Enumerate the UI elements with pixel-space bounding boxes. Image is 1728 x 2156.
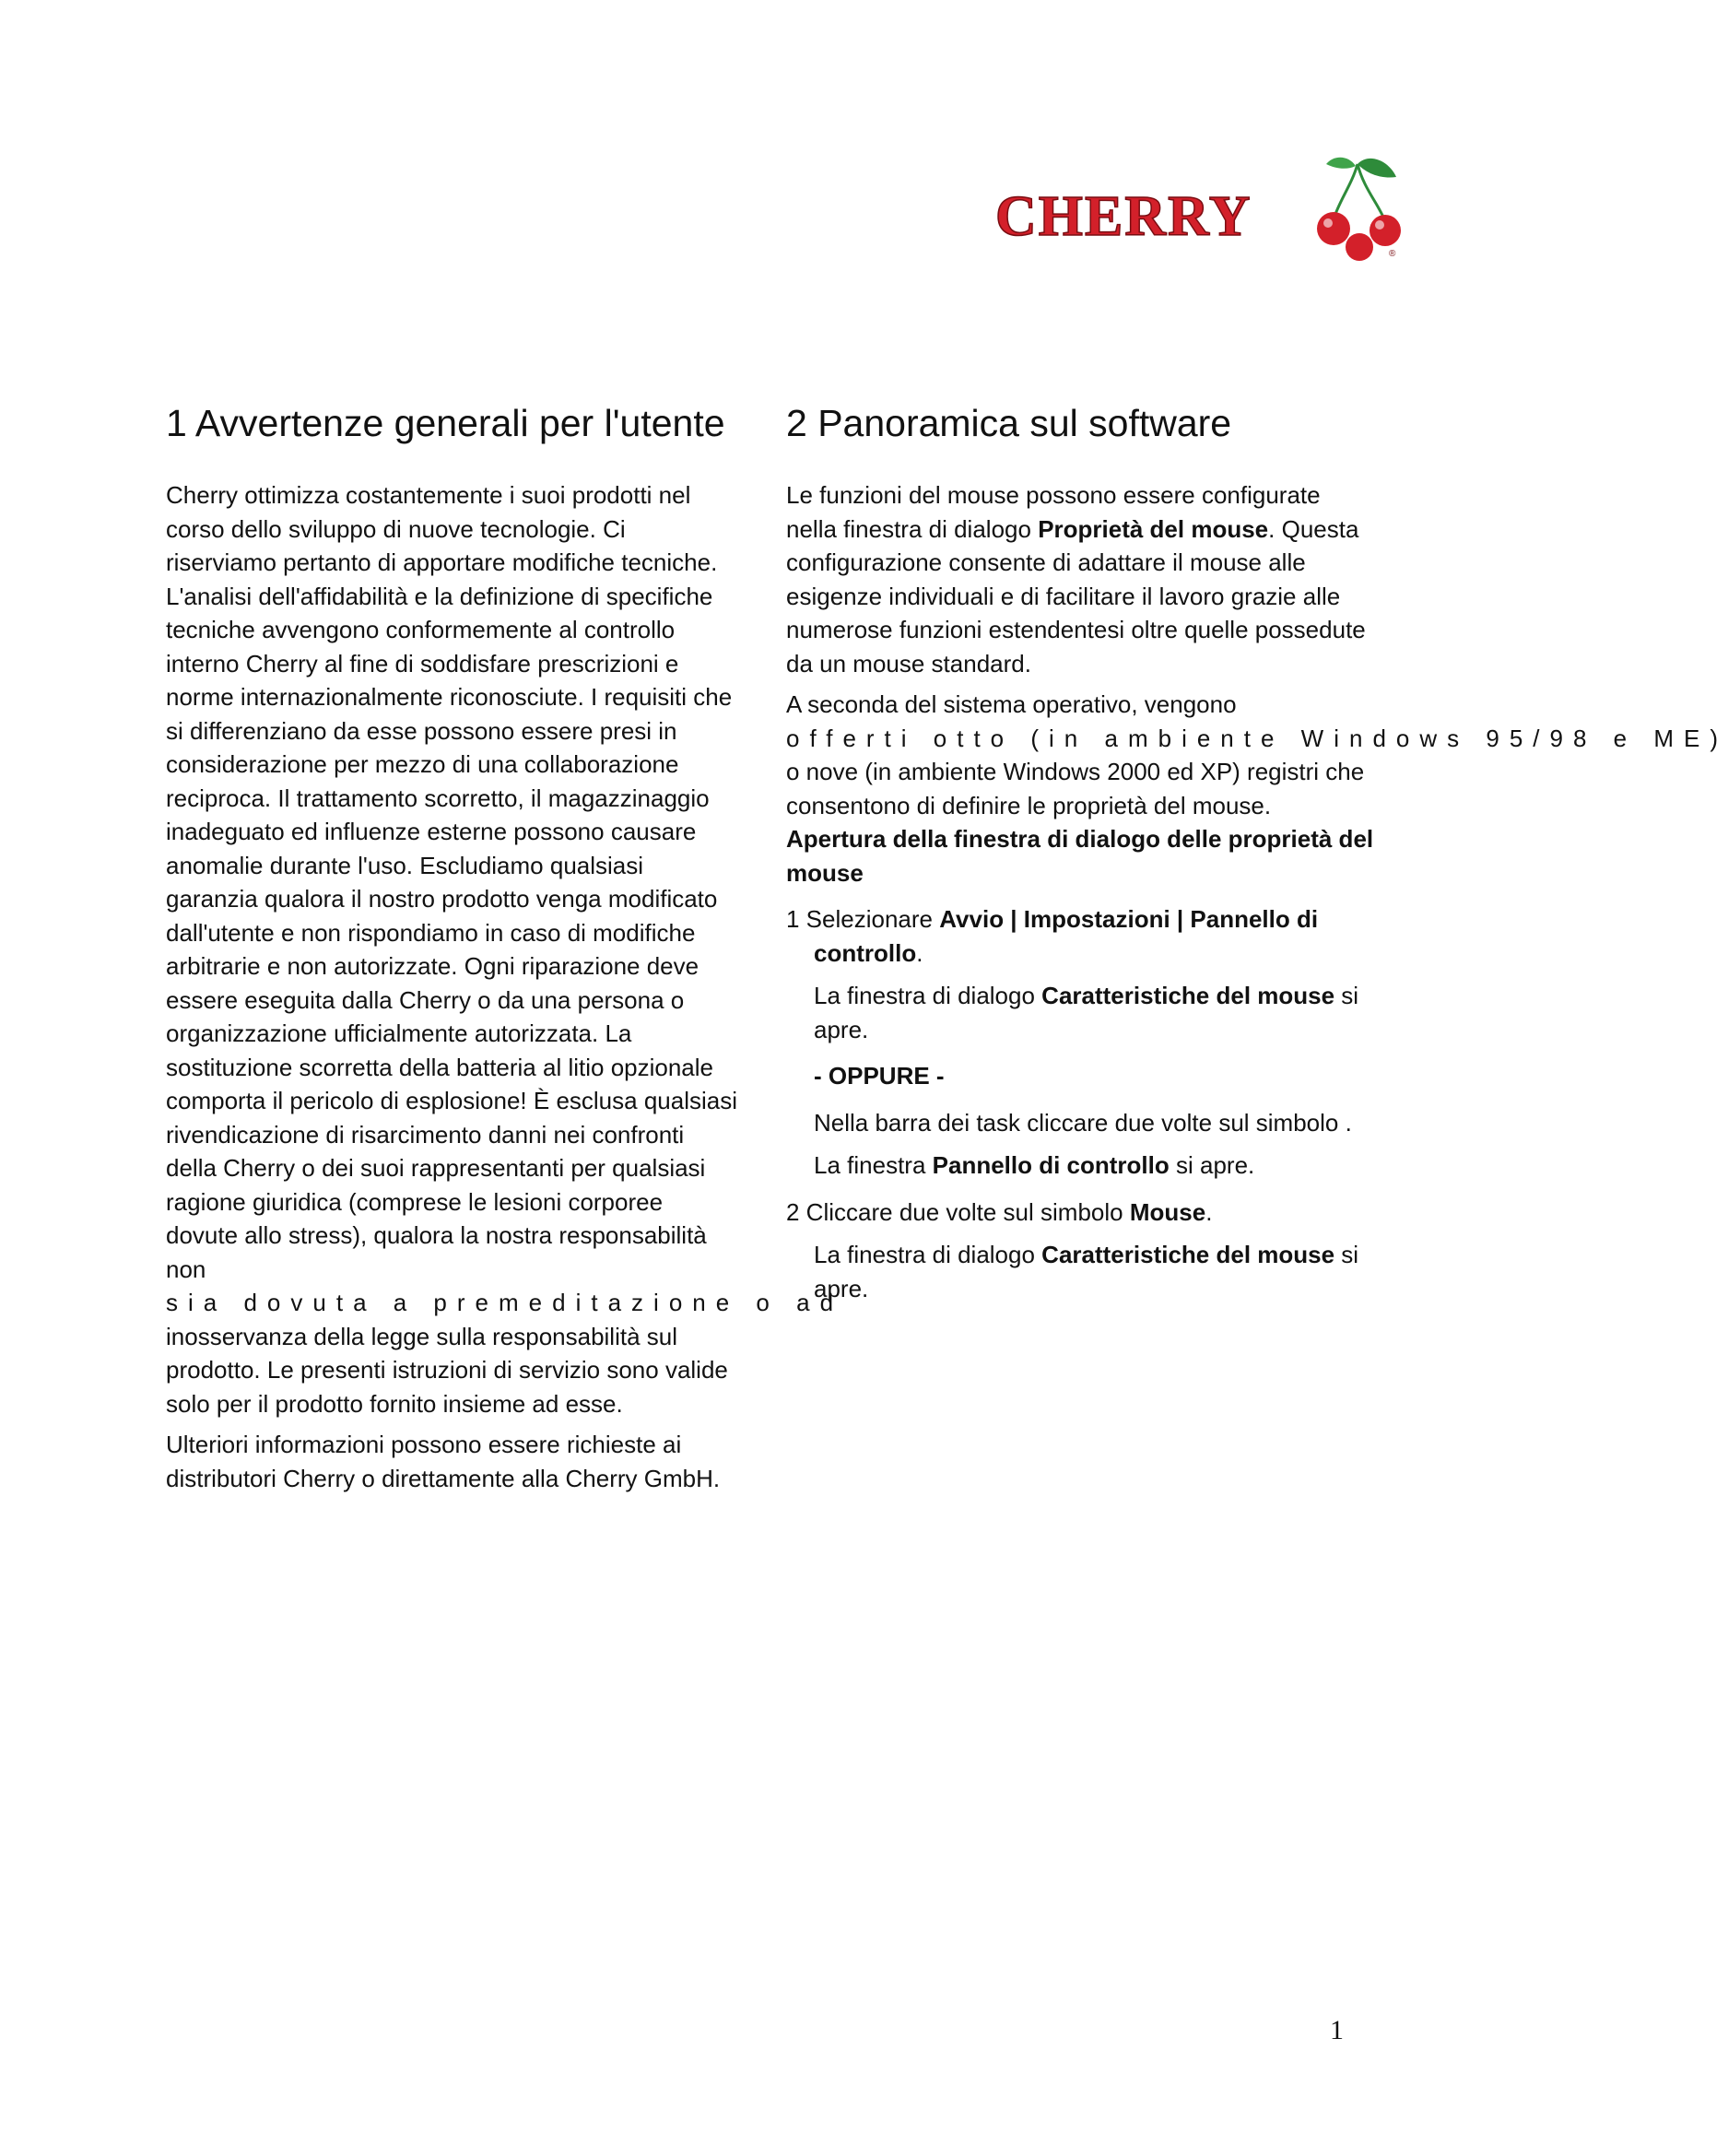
os-registers-paragraph xyxy=(786,688,1728,822)
registered-mark: ® xyxy=(1389,249,1396,259)
left-column xyxy=(166,398,844,1495)
step-1-result xyxy=(786,979,1376,1046)
step-2-bold: Mouse xyxy=(1129,1197,1206,1226)
cherry-logo-graphic xyxy=(991,147,1415,258)
step-2-result-b: si apre. xyxy=(814,1241,1359,1302)
os-text-spaced: offerti otto (in ambiente Windows 95/98 e ME) xyxy=(786,724,1728,752)
intro-text-b: . Questa configurazione consente di adattare il mouse alle esigenze individuali e di facilitare il lavoro grazie alle numerose funzioni estendentesi oltre quelle possedute da un mouse standard. xyxy=(786,514,1366,677)
step-1-result-b: si apre. xyxy=(814,982,1359,1043)
step-2-text-a: 2 Cliccare due volte sul simbolo xyxy=(786,1197,1130,1226)
page-number: 1 xyxy=(1330,2015,1344,2045)
further-info-paragraph: Ulteriori informazioni possono essere richieste ai distributori Cherry o direttamente alla Cherry GmbH. xyxy=(166,1431,721,1492)
step-2-text-b: . xyxy=(1205,1197,1213,1226)
taskbar-alternative: Nella barra dei task cliccare due volte sul simbolo . xyxy=(814,1108,1352,1137)
section-heading-2: 2 Panoramica sul software xyxy=(786,402,1232,444)
software-intro-paragraph xyxy=(786,478,1376,680)
general-notes-text-b: inosservanza della legge sulla responsabilità sul prodotto. Le presenti istruzioni di servizio sono valide solo per il prodotto fornito insieme ad esse. xyxy=(166,1322,728,1418)
general-notes-text-spaced: sia dovuta a premeditazione o ad xyxy=(166,1289,844,1316)
step-1-result-bold: Caratteristiche del mouse xyxy=(1041,982,1335,1009)
step-1-bold: Avvio | Impostazioni | Pannello di controllo xyxy=(814,905,1319,967)
step-1-text-b: . xyxy=(916,938,923,967)
step-1-text-a: 1 Selezionare xyxy=(786,905,940,933)
os-text-a: A seconda del sistema operativo, vengono xyxy=(786,690,1237,718)
intro-bold-properties: Proprietà del mouse xyxy=(1038,514,1269,543)
right-column xyxy=(786,398,1728,1305)
control-panel-result-a: La finestra xyxy=(814,1151,933,1179)
os-text-b: o nove (in ambiente Windows 2000 ed XP) registri che consentono di definire le proprietà del mouse. xyxy=(786,758,1365,819)
oppure-label: - OPPURE - xyxy=(814,1062,945,1090)
step-1 xyxy=(786,902,1376,970)
control-panel-result-bold: Pannello di controllo xyxy=(932,1151,1170,1179)
step-1-result-a: La finestra di dialogo xyxy=(814,982,1042,1009)
open-dialog-subheading: Apertura della finestra di dialogo delle proprietà del mouse xyxy=(786,825,1374,887)
step-2-result-bold: Caratteristiche del mouse xyxy=(1041,1241,1335,1268)
general-notes-paragraph xyxy=(166,478,844,1420)
step-2-result-a: La finestra di dialogo xyxy=(814,1241,1042,1268)
section-heading-1: 1 Avvertenze generali per l'utente xyxy=(166,402,725,444)
general-notes-text-a: Cherry ottimizza costantemente i suoi prodotti nel corso dello sviluppo di nuove tecnologie. Ci riserviamo pertanto di apportare modifiche tecniche. L'analisi dell'affidabilità e la definizione di specifiche tecniche avvengono conformemente al controllo interno Cherry al fine di soddisfare prescrizioni e norme internazionalmente riconosciute. I requisiti che si differenziano da esse possono essere presi in considerazione per mezzo di una collaborazione reciproca. Il trattamento scorretto, il magazzinaggio inadeguato ed influenze esterne possono causare anomalie durante l'uso. Escludiamo qualsiasi garanzia qualora il nostro prodotto venga modificato dall'utente e non rispondiamo in caso di modifiche arbitrarie e non autorizzate. Ogni riparazione deve essere eseguita dalla Cherry o da una persona o organizzazione ufficialmente autorizzata. La sostituzione scorretta della batteria al litio opzionale comporta il pericolo di esplosione! È esclusa qualsiasi rivendicazione di risarcimento danni nei confronti della Cherry o dei suoi rappresentanti per qualsiasi ragione giuridica (comprese le lesioni corporee dovute allo stress), qualora la nostra responsabilità non xyxy=(166,481,737,1283)
step-2 xyxy=(786,1196,1376,1230)
control-panel-result xyxy=(786,1149,1376,1183)
intro-text-a: Le funzioni del mouse possono essere configurate nella finestra di dialogo xyxy=(786,481,1321,543)
cherry-logo-text: CHERRY xyxy=(995,185,1252,248)
cherry-fruit-icon xyxy=(1317,158,1401,261)
control-panel-result-b: si apre. xyxy=(1169,1151,1255,1179)
step-2-result xyxy=(786,1238,1376,1305)
cherry-logo xyxy=(991,147,1415,258)
